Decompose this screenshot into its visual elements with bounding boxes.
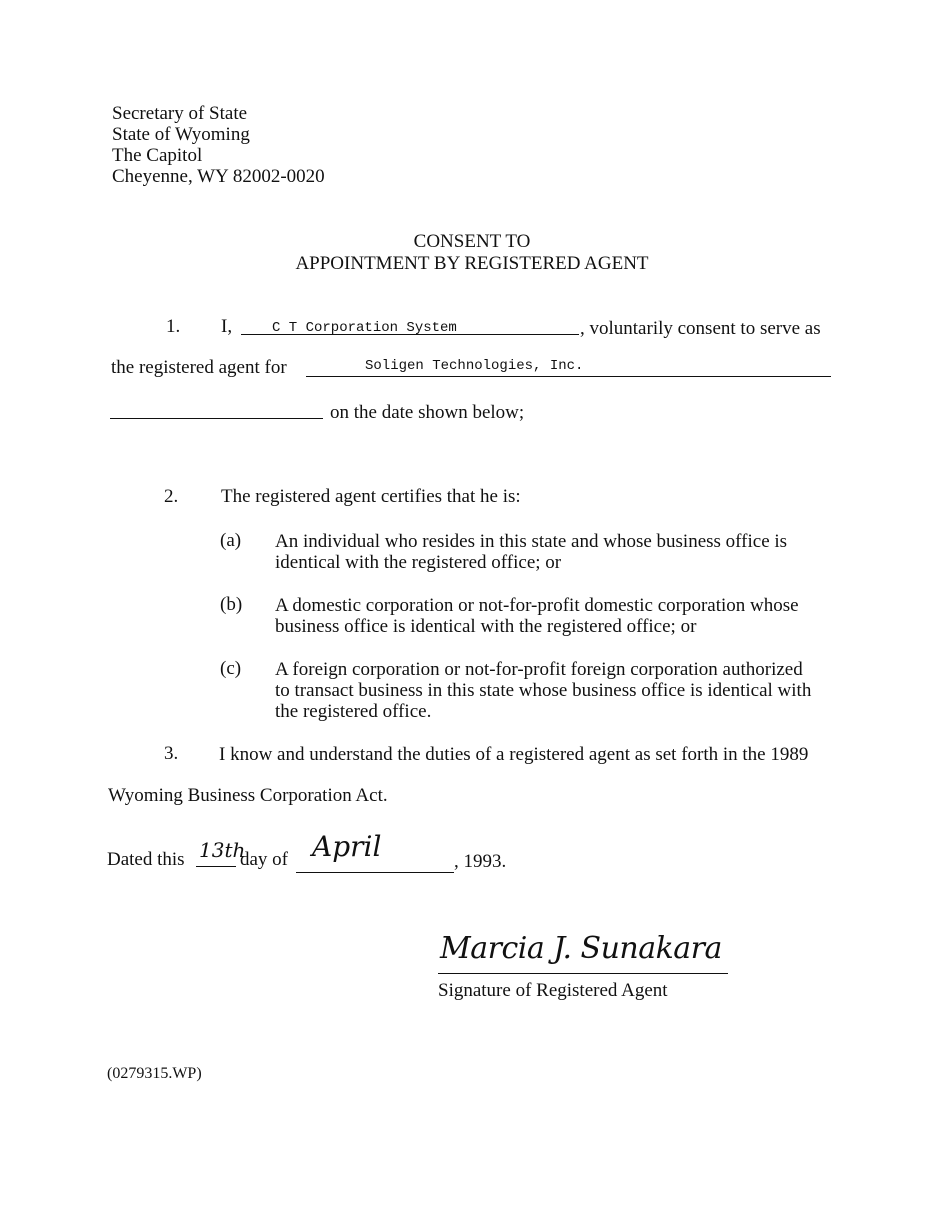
dated-prefix: Dated this — [107, 849, 185, 870]
item-a-line-1: An individual who resides in this state and whose business office is — [275, 531, 788, 552]
item-c-line-3: the registered office. — [275, 701, 432, 722]
item-c-text — [275, 659, 835, 722]
month-handwritten: April — [312, 830, 382, 863]
recipient-address — [112, 103, 325, 187]
address-line-3: The Capitol — [112, 145, 203, 166]
item-b-line-1: A domestic corporation or not-for-profit domestic corporation whose — [275, 595, 799, 616]
dated-year: , 1993. — [454, 851, 507, 872]
section-1-suffix: , voluntarily consent to serve as — [580, 318, 821, 339]
item-a-line-2: identical with the registered office; or — [275, 552, 562, 573]
month-underline — [296, 872, 454, 873]
agent-name-field: C T Corporation System — [272, 320, 457, 336]
section-3-number: 3. — [164, 743, 179, 764]
section-2-number: 2. — [164, 486, 179, 507]
item-c-label: (c) — [220, 658, 242, 679]
address-line-2: State of Wyoming — [112, 124, 250, 145]
item-c-line-2: to transact business in this state whose business office is identical with — [275, 680, 812, 701]
document-title-line-2: APPOINTMENT BY REGISTERED AGENT — [295, 253, 649, 274]
item-b-line-2: business office is identical with the registered office; or — [275, 616, 697, 637]
document-title-line-1: CONSENT TO — [413, 231, 531, 252]
day-underline — [196, 866, 236, 867]
item-b-text — [275, 595, 835, 637]
signature-underline — [438, 973, 728, 974]
item-b-label: (b) — [220, 594, 243, 615]
signature-handwritten: Marcia J. Sunakara — [440, 931, 722, 966]
address-line-4: Cheyenne, WY 82002-0020 — [112, 166, 325, 187]
section-1-prefix: I, — [221, 316, 233, 337]
address-line-1: Secretary of State — [112, 103, 248, 124]
section-2-intro: The registered agent certifies that he is: — [221, 486, 521, 507]
company-name-field: Soligen Technologies, Inc. — [365, 358, 584, 374]
item-a-label: (a) — [220, 530, 242, 551]
signature-label: Signature of Registered Agent — [438, 980, 668, 1001]
file-code: (0279315.WP) — [107, 1065, 202, 1082]
section-3-line-1: I know and understand the duties of a registered agent as set forth in the 1989 — [219, 744, 809, 765]
item-a-text — [275, 531, 835, 573]
section-1-number: 1. — [166, 316, 181, 337]
section-1-line2-prefix: the registered agent for — [111, 357, 287, 378]
item-c-line-1: A foreign corporation or not-for-profit foreign corporation authorized — [275, 659, 803, 680]
section-3-line-2: Wyoming Business Corporation Act. — [108, 785, 388, 806]
blank-underline — [110, 418, 323, 419]
dated-middle: day of — [240, 849, 289, 870]
day-handwritten: 13th — [199, 838, 246, 862]
section-1-line3-suffix: on the date shown below; — [330, 402, 525, 423]
